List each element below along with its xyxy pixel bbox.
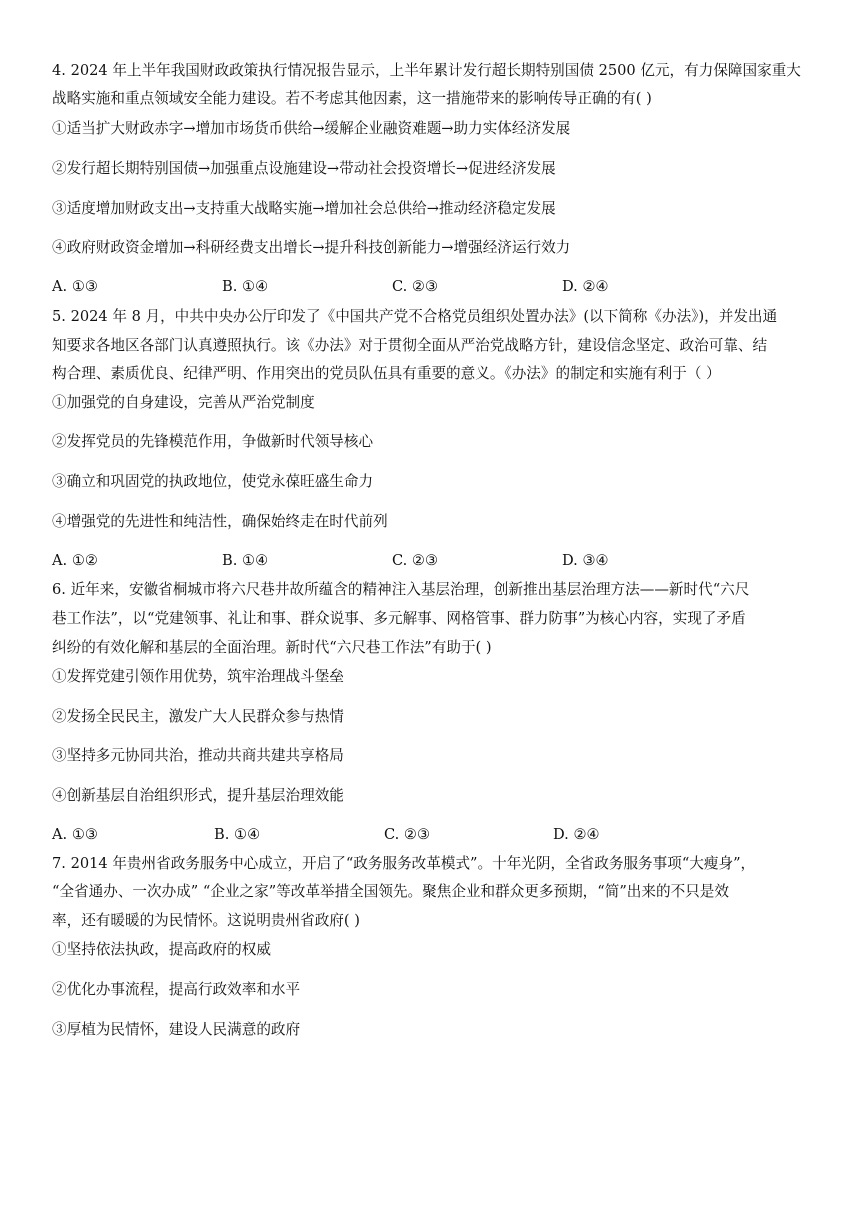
question-stem-line: 纠纷的有效化解和基层的全面治理。新时代“六尺巷工作法”有助于( ) xyxy=(52,639,492,656)
option-item: ③厚植为民情怀，建设人民满意的政府 xyxy=(52,1021,301,1038)
choice-a[interactable]: A. ①② xyxy=(52,552,98,569)
choice-b[interactable]: B. ①④ xyxy=(222,278,269,295)
question-stem-line: 知要求各地区各部门认真遵照执行。该《办法》对于贯彻全面从严治党战略方针，建设信念坚定、政治可靠、结 xyxy=(52,337,768,354)
choice-b[interactable]: B. ①④ xyxy=(214,826,261,843)
option-item: ④增强党的先进性和纯洁性，确保始终走在时代前列 xyxy=(52,513,388,530)
option-item: ③坚持多元协同共治，推动共商共建共享格局 xyxy=(52,747,344,764)
choice-c[interactable]: C. ②③ xyxy=(384,826,431,843)
option-item: ②发挥党员的先锋模范作用，争做新时代领导核心 xyxy=(52,433,374,450)
choice-c[interactable]: C. ②③ xyxy=(392,278,439,295)
question-stem-line: 构合理、素质优良、纪律严明、作用突出的党员队伍具有重要的意义。《办法》的制定和实施有利于（ ） xyxy=(52,365,721,382)
answer-choices xyxy=(52,277,652,297)
option-item: ②优化办事流程，提高行政效率和水平 xyxy=(52,981,301,998)
choice-b[interactable]: B. ①④ xyxy=(222,552,269,569)
option-item: ③适度增加财政支出→支持重大战略实施→增加社会总供给→推动经济稳定发展 xyxy=(52,200,556,217)
option-item: ④政府财政资金增加→科研经费支出增长→提升科技创新能力→增强经济运行效力 xyxy=(52,239,571,256)
option-item: ①加强党的自身建设，完善从严治党制度 xyxy=(52,394,315,411)
question-stem-line: 7. 2014 年贵州省政务服务中心成立，开启了“政务服务改革模式”。十年光阴，全省政务服务事项“大瘦身”， xyxy=(52,855,756,872)
choice-d[interactable]: D. ③④ xyxy=(562,552,609,569)
option-item: ②发行超长期特别国债→加强重点设施建设→带动社会投资增长→促进经济发展 xyxy=(52,160,556,177)
answer-choices xyxy=(52,551,652,571)
question-stem-line: 率，还有暖暖的为民情怀。这说明贵州省政府( ) xyxy=(52,912,360,929)
question-stem-line: 5. 2024 年 8 月，中共中央办公厅印发了《中国共产党不合格党员组织处置办法》(以下简称《办法》)，并发出通 xyxy=(52,308,778,325)
choice-d[interactable]: D. ②④ xyxy=(562,278,609,295)
question-stem-line: 6. 近年来，安徽省桐城市将六尺巷井故所蕴含的精神注入基层治理，创新推出基层治理方法——新时代“六尺 xyxy=(52,581,750,598)
question-stem-line: 巷工作法”，以“党建领事、礼让和事、群众说事、多元解事、网格管事、群力防事”为核心内容，实现了矛盾 xyxy=(52,610,746,627)
option-item: ③确立和巩固党的执政地位，使党永葆旺盛生命力 xyxy=(52,473,374,490)
option-item: ①坚持依法执政，提高政府的权威 xyxy=(52,941,271,958)
question-stem-line: 战略实施和重点领域安全能力建设。若不考虑其他因素，这一措施带来的影响传导正确的有( ) xyxy=(52,90,652,107)
option-item: ②发扬全民民主，激发广大人民群众参与热情 xyxy=(52,708,344,725)
choice-a[interactable]: A. ①③ xyxy=(52,278,98,295)
question-stem-line: 4. 2024 年上半年我国财政政策执行情况报告显示，上半年累计发行超长期特别国债 2500 亿元，有力保障国家重大 xyxy=(52,62,801,79)
answer-choices xyxy=(52,825,652,845)
option-item: ①发挥党建引领作用优势，筑牢治理战斗堡垒 xyxy=(52,668,344,685)
question-stem-line: “全省通办、一次办成” “企业之家”等改革举措全国领先。聚焦企业和群众更多预期，“简”出来的不只是效 xyxy=(52,883,729,900)
option-item: ①适当扩大财政赤字→增加市场货币供给→缓解企业融资难题→助力实体经济发展 xyxy=(52,120,571,137)
choice-d[interactable]: D. ②④ xyxy=(553,826,600,843)
choice-c[interactable]: C. ②③ xyxy=(392,552,439,569)
choice-a[interactable]: A. ①③ xyxy=(52,826,98,843)
option-item: ④创新基层自治组织形式，提升基层治理效能 xyxy=(52,787,344,804)
